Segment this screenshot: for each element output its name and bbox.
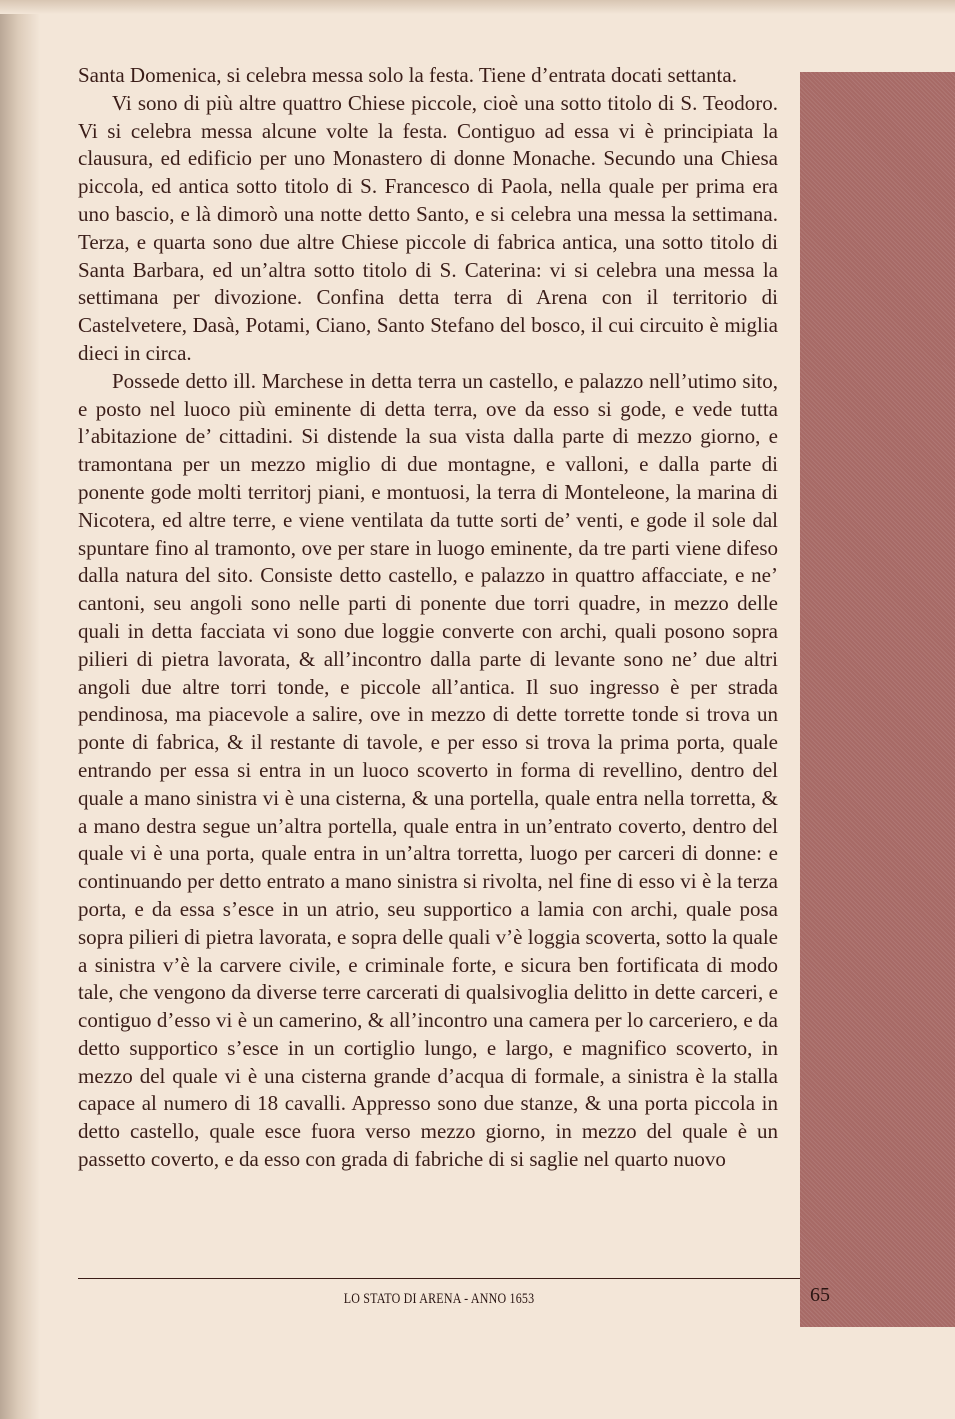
paragraph-1: Santa Domenica, si celebra messa solo la festa. Tiene d’entrata docati settanta.	[78, 63, 737, 87]
paragraph-3: Possede detto ill. Marchese in detta terra un castello, e palazzo nell’utimo sito, e posto nel luoco più eminente di detta terra, ove da esso si gode, e vede tutta l’abitazione de’ cittadini. Si distende la sua vista dalla parte di mezzo giorno, e tramontana per un mezzo miglio di due montagne, e valloni, e dalla parte di ponente gode molti territorj piani, e montuosi, la terra di Monteleone, la marina di Nicotera, ed altre terre, e viene ventilata da tutte sorti de’ venti, e gode il sole dal spuntare fino al tramonto, ove per stare in luogo eminente, da tre parti viene difeso dalla natura del sito. Consiste detto castello, e palazzo in quattro affacciate, e ne’ cantoni, seu angoli sono nelle parti di ponente due torri quadre, in mezzo delle quali in detta facciata vi sono due loggie converte con archi, quali posono sopra pilieri di pietra lavorata, & all’incontro dalla parte di levante sono ne’ due altri angoli due altre torri tonde, e piccole all’antica. Il suo ingresso è per strada pendinosa, ma piacevole a salire, ove in mezzo di dette torrette tonde si trova un ponte di fabrica, & il restante di tavole, e per esso si trova la prima porta, quale entrando per essa si entra in un luoco scoverto in forma di revellino, dentro del quale a mano sinistra vi è una cisterna, & una portella, quale entra nella torretta, & a mano destra segue un’altra portella, quale entra in un’entrato coverto, dentro del quale vi è una porta, quale entra in un’altra torretta, luogo per carceri di donne: e continuando per detto entrato a mano sinistra si rivolta, nel fine di esso vi è la terza porta, e da essa s’esce in un atrio, seu supportico a lamia con archi, quale posa sopra pilieri di pietra lavorata, e sopra delle quali v’è loggia scoverta, sotto la quale a sinistra v’è la carvere civile, e criminale forte, e sicura ben fortificata di modo tale, che vengono da diverse terre carcerati di qualsivoglia delitto in dette carceri, e contiguo d’esso vi è un camerino, & all’incontro una camera per lo carceriero, e da detto supportico s’esce in un cortiglio lungo, e largo, e magnifico scoverto, in mezzo del quale vi è una cisterna grande d’acqua di formale, a sinistra è la stalla capace al numero di 18 cavalli. Appresso sono due stanze, & una porta piccola in detto castello, quale esce fuora verso mezzo giorno, in mezzo del quale è un passetto coverto, e da esso con grada di fabriche di si saglie nel quarto nuovo	[78, 368, 778, 1172]
decorative-side-band	[800, 72, 955, 1327]
book-spine-shadow	[0, 0, 40, 1419]
page-top-edge	[0, 0, 955, 14]
body-text	[78, 62, 778, 1174]
paragraph-2: Vi sono di più altre quattro Chiese piccole, cioè una sotto titolo di S. Teodoro. Vi si celebra messa alcune volte la festa. Contiguo ad essa vi è principiata la clausura, ed edificio per uno Monastero di donne Monache. Secundo una Chiesa piccola, ed antica sotto titolo di S. Francesco di Paola, nella quale per prima era uno bascio, e là dimorò una notte detto Santo, e si celebra una messa la settimana. Terza, e quarta sono due altre Chiese piccole di fabrica antica, una sotto titolo di Santa Barbara, ed un’altra sotto titolo di S. Caterina: vi si celebra una messa la settimana per divozione. Confina detta terra di Arena con il territorio di Castelvetere, Dasà, Potami, Ciano, Santo Stefano del bosco, il cui circuito è miglia dieci in circa.	[78, 90, 778, 365]
footer-rule	[78, 1278, 800, 1279]
page-number: 65	[810, 1284, 830, 1306]
running-head: LO STATO DI ARENA - ANNO 1653	[343, 1289, 535, 1307]
